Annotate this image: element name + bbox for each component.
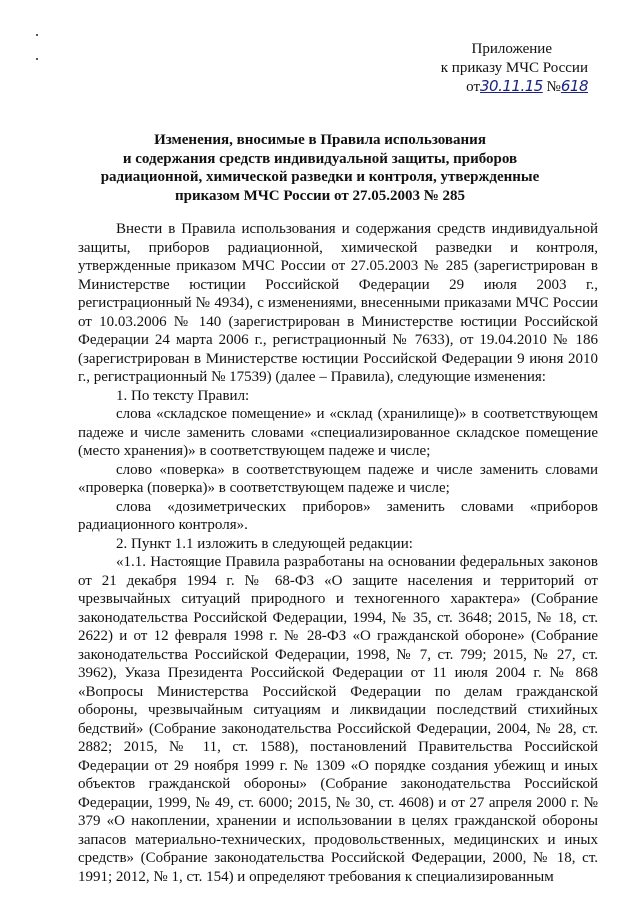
- title-line: Изменения, вносимые в Правила использования: [154, 132, 486, 148]
- paragraph-check-word: слово «поверка» в соответствующем падеже и числе заменить словами «проверка (поверка)» в соответствующем падеже и числе;: [78, 461, 598, 496]
- scan-mark: [36, 34, 38, 36]
- appendix-header: [400, 40, 588, 97]
- number-prefix: №: [546, 79, 561, 95]
- appendix-date-line: [400, 77, 588, 97]
- paragraph-clause-1-1: «1.1. Настоящие Правила разработаны на основании федеральных законов от 21 декабря 1994 г. № 68-ФЗ «О защите населения и территорий от чрезвычайных ситуаций природного и техногенного характера» (Собрание законодательства Российской Федерации, 1994, № 35, ст. 3648; 2015, № 18, ст. 2622) и от 12 февраля 1998 г. № 28-ФЗ «О гражданской обороне» (Собрание законодательства Российской Федерации, 1998, № 7, ст. 799; 2015, № 27, ст. 3962), Указа Президента Российской Федерации от 11 июля 2004 г. № 868 «Вопросы Министерства Российской Федерации по делам гражданской обороны, чрезвычайным ситуациям и ликвидации последствий стихийных бедствий» (Собрание законодательства Российской Федерации, 2004, № 28, ст. 2882; 2015, № 11, ст. 1588), постановлений Правительства Российской Федерации от 29 ноября 1999 г. № 1309 «О порядке создания убежищ и иных объектов гражданской обороны» (Собрание законодательства Российской Федерации, 1999, № 49, ст. 6000; 2015, № 30, ст. 4608) и от 27 апреля 2000 г. № 379 «О накоплении, хранении и использовании в целях гражданской обороны запасов материально-технических, продовольственных, медицинских и иных средств» (Собрание законодательства Российской Федерации, 2000, № 18, ст. 1991; 2012, № 1, ст. 154) и определяют требования к специализированным: [78, 554, 598, 885]
- handwritten-date: 30.11.15: [480, 77, 543, 95]
- handwritten-number: 618: [560, 77, 588, 95]
- title-line: и содержания средств индивидуальной защиты, приборов: [122, 150, 518, 167]
- document-title: [92, 131, 548, 205]
- document-body: [78, 220, 598, 886]
- paragraph-item-1: 1. По тексту Правил:: [116, 387, 250, 404]
- from-prefix: от: [466, 79, 480, 95]
- scan-mark: [36, 58, 38, 60]
- paragraph-storage-words: слова «складское помещение» и «склад (хранилище)» в соответствующем падеже и числе заменить словами «специализированное складское помещение (место хранения)» в соответствующем падеже и числе;: [78, 406, 598, 459]
- title-line: радиационной, химической разведки и контроля, утвержденные: [100, 169, 540, 185]
- title-line: приказом МЧС России от 27.05.2003 № 285: [174, 187, 466, 204]
- paragraph-dosimeter-words: слова «дозиметрических приборов» заменить словами «приборов радиационного контроля».: [78, 498, 598, 533]
- paragraph-item-2: 2. Пункт 1.1 изложить в следующей редакции:: [116, 535, 413, 552]
- appendix-order-ref: к приказу МЧС России: [440, 59, 588, 76]
- paragraph-intro: Внести в Правила использования и содержания средств индивидуальной защиты, приборов радиационной, химической разведки и контроля, утвержденные приказом МЧС России от 27.05.2003 № 285 (зарегистрирован в Министерстве юстиции Российской Федерации 29 июля 2003 г., регистрационный № 4934), с изменениями, внесенными приказами МЧС России от 10.03.2006 № 140 (зарегистрирован в Министерстве юстиции Российской Федерации 24 марта 2006 г., регистрационный № 7633), от 19.04.2010 № 186 (зарегистрирован в Министерстве юстиции Российской Федерации 9 июня 2010 г., регистрационный № 17539) (далее – Правила), следующие изменения:: [78, 221, 598, 385]
- appendix-label: Приложение: [471, 41, 552, 57]
